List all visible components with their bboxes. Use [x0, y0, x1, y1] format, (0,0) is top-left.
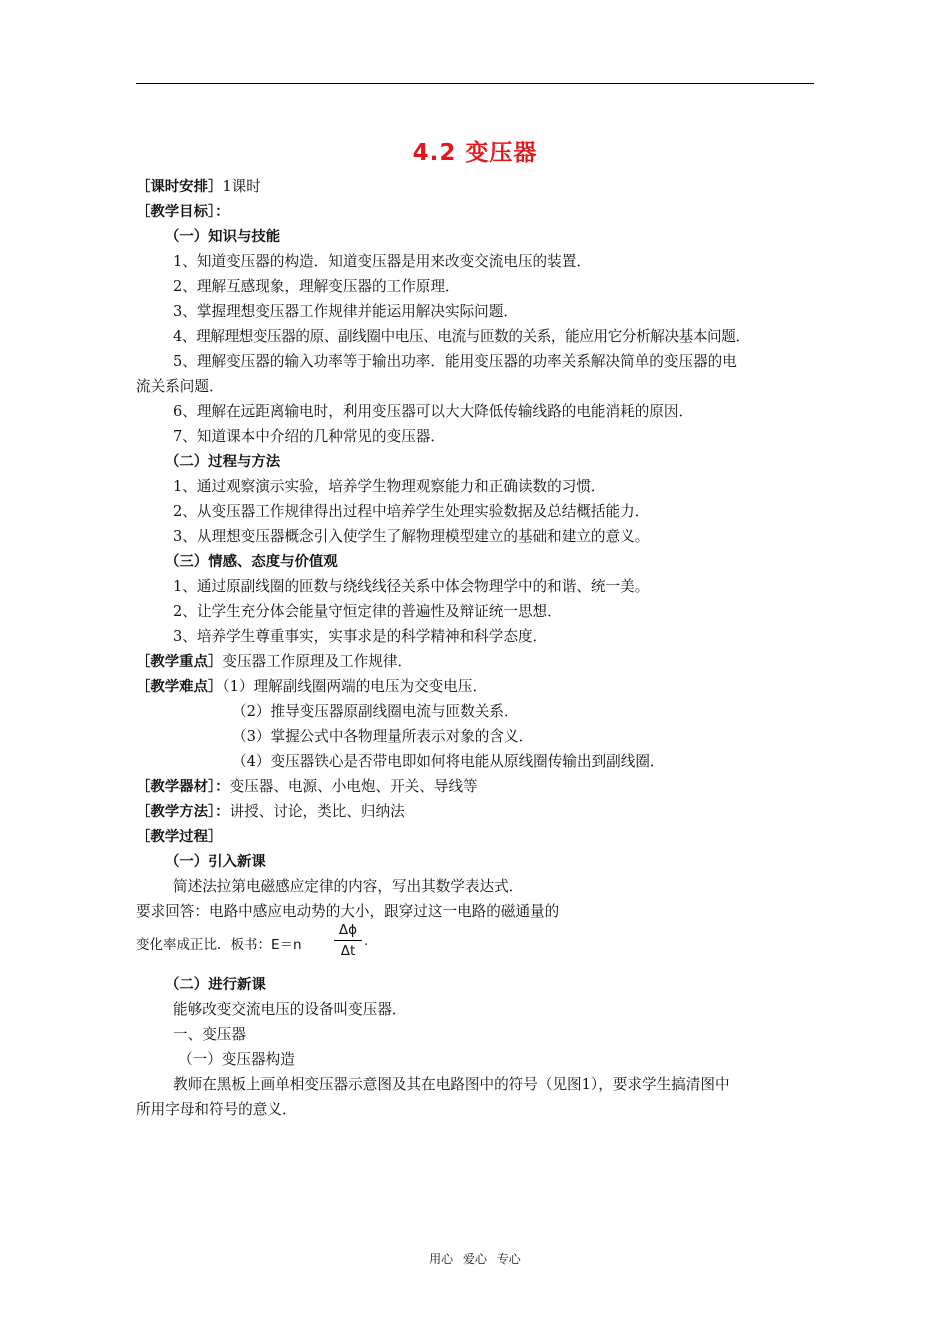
paragraph-line: 一、变压器 — [173, 1026, 246, 1043]
difficulties-label: ［教学难点］ — [136, 679, 223, 695]
difficulties-value: （1）理解副线圈两端的电压为交变电压． — [222, 678, 488, 695]
paragraph-line: 6、理解在远距离输电时，利用变压器可以大大降低传输线路的电能消耗的原因． — [173, 403, 694, 420]
subheading-process: （二）过程与方法 — [165, 454, 281, 470]
subheading-new-lesson: （二）进行新课 — [165, 977, 266, 993]
objectives-heading: ［教学目标］： — [136, 204, 230, 220]
key-points-label: ［教学重点］ — [136, 654, 223, 670]
paragraph-line: 1、知道变压器的构造．知道变压器是用来改变交流电压的装置． — [173, 253, 591, 270]
paragraph-line: 1、通过观察演示实验，培养学生物理观察能力和正确读数的习惯． — [173, 478, 606, 495]
methods-label: ［教学方法］： — [136, 804, 230, 820]
formula-fraction — [334, 922, 362, 959]
schedule-label: ［课时安排］ — [136, 179, 223, 195]
process-heading: ［教学过程］ — [136, 829, 223, 845]
paragraph-line: 2、从变压器工作规律得出过程中培养学生处理实验数据及总结概括能力． — [173, 503, 650, 520]
paragraph-line: 7、知道课本中介绍的几种常见的变压器． — [173, 428, 445, 445]
paragraph-line: 3、培养学生尊重事实，实事求是的科学精神和科学态度． — [173, 628, 548, 645]
paragraph-line: （2）推导变压器原副线圈电流与匝数关系． — [232, 703, 519, 720]
paragraph-line: 所用字母和符号的意义． — [136, 1101, 297, 1118]
header-rule — [136, 83, 814, 84]
paragraph-line: 流关系问题． — [136, 378, 224, 395]
paragraph-line: 教师在黑板上画单相变压器示意图及其在电路图中的符号（见图1），要求学生搞清图中 — [173, 1076, 730, 1093]
paragraph-line: 5、理解变压器的输入功率等于输出功率．能用变压器的功率关系解决简单的变压器的电 — [173, 353, 737, 370]
key-points-line — [136, 652, 412, 672]
equipment-value: 变压器、电源、小电炮、开关、导线等 — [229, 778, 478, 795]
equipment-line — [136, 777, 478, 797]
formula-denominator: Δt — [340, 943, 356, 959]
difficulties-line — [136, 677, 487, 697]
page-title: 4.2 变压器 — [412, 140, 538, 166]
paragraph-line: 能够改变交流电压的设备叫变压器． — [173, 1001, 407, 1018]
schedule-line — [136, 177, 261, 197]
subheading-intro: （一）引入新课 — [165, 854, 266, 870]
paragraph-line: 3、掌握理想变压器工作规律并能运用解决实际问题． — [173, 303, 518, 320]
methods-value: 讲授、讨论，类比、归纳法 — [229, 803, 405, 820]
paragraph-line: （一）变压器构造 — [178, 1051, 295, 1068]
formula-end: . — [364, 933, 369, 949]
key-points-value: 变压器工作原理及工作规律． — [222, 653, 413, 670]
paragraph-line: 3、从理想变压器概念引入使学生了解物理模型建立的基础和建立的意义。 — [173, 528, 650, 545]
fraction-bar — [334, 940, 362, 941]
paragraph-line: 要求回答：电路中感应电动势的大小，跟穿过这一电路的磁通量的 — [136, 903, 560, 920]
schedule-value: 1课时 — [222, 178, 261, 195]
paragraph-line: （3）掌握公式中各物理量所表示对象的含义． — [232, 728, 534, 745]
equipment-label: ［教学器材］： — [136, 779, 230, 795]
page-footer: 用心 爱心 专心 — [429, 1252, 521, 1266]
subheading-knowledge: （一）知识与技能 — [165, 229, 281, 245]
paragraph-line: 1、通过原副线圈的匝数与绕线线径关系中体会物理学中的和谐、统一美。 — [173, 578, 650, 595]
paragraph-line: 2、让学生充分体会能量守恒定律的普遍性及辩证统一思想． — [173, 603, 562, 620]
paragraph-line: 4、理解理想变压器的原、副线圈中电压、电流与匝数的关系，能应用它分析解决基本问题． — [173, 328, 750, 345]
paragraph-line: 简述法拉第电磁感应定律的内容，写出其数学表达式． — [173, 878, 524, 895]
methods-line — [136, 802, 405, 822]
formula-lead-text: 变化率成正比．板书：E＝n — [136, 937, 302, 953]
paragraph-line: 2、理解互感现象，理解变压器的工作原理． — [173, 278, 460, 295]
subheading-values: （三）情感、态度与价值观 — [165, 554, 338, 570]
formula-numerator: Δϕ — [338, 922, 358, 938]
paragraph-line: （4）变压器铁心是否带电即如何将电能从原线圈传输出到副线圈． — [232, 753, 665, 770]
